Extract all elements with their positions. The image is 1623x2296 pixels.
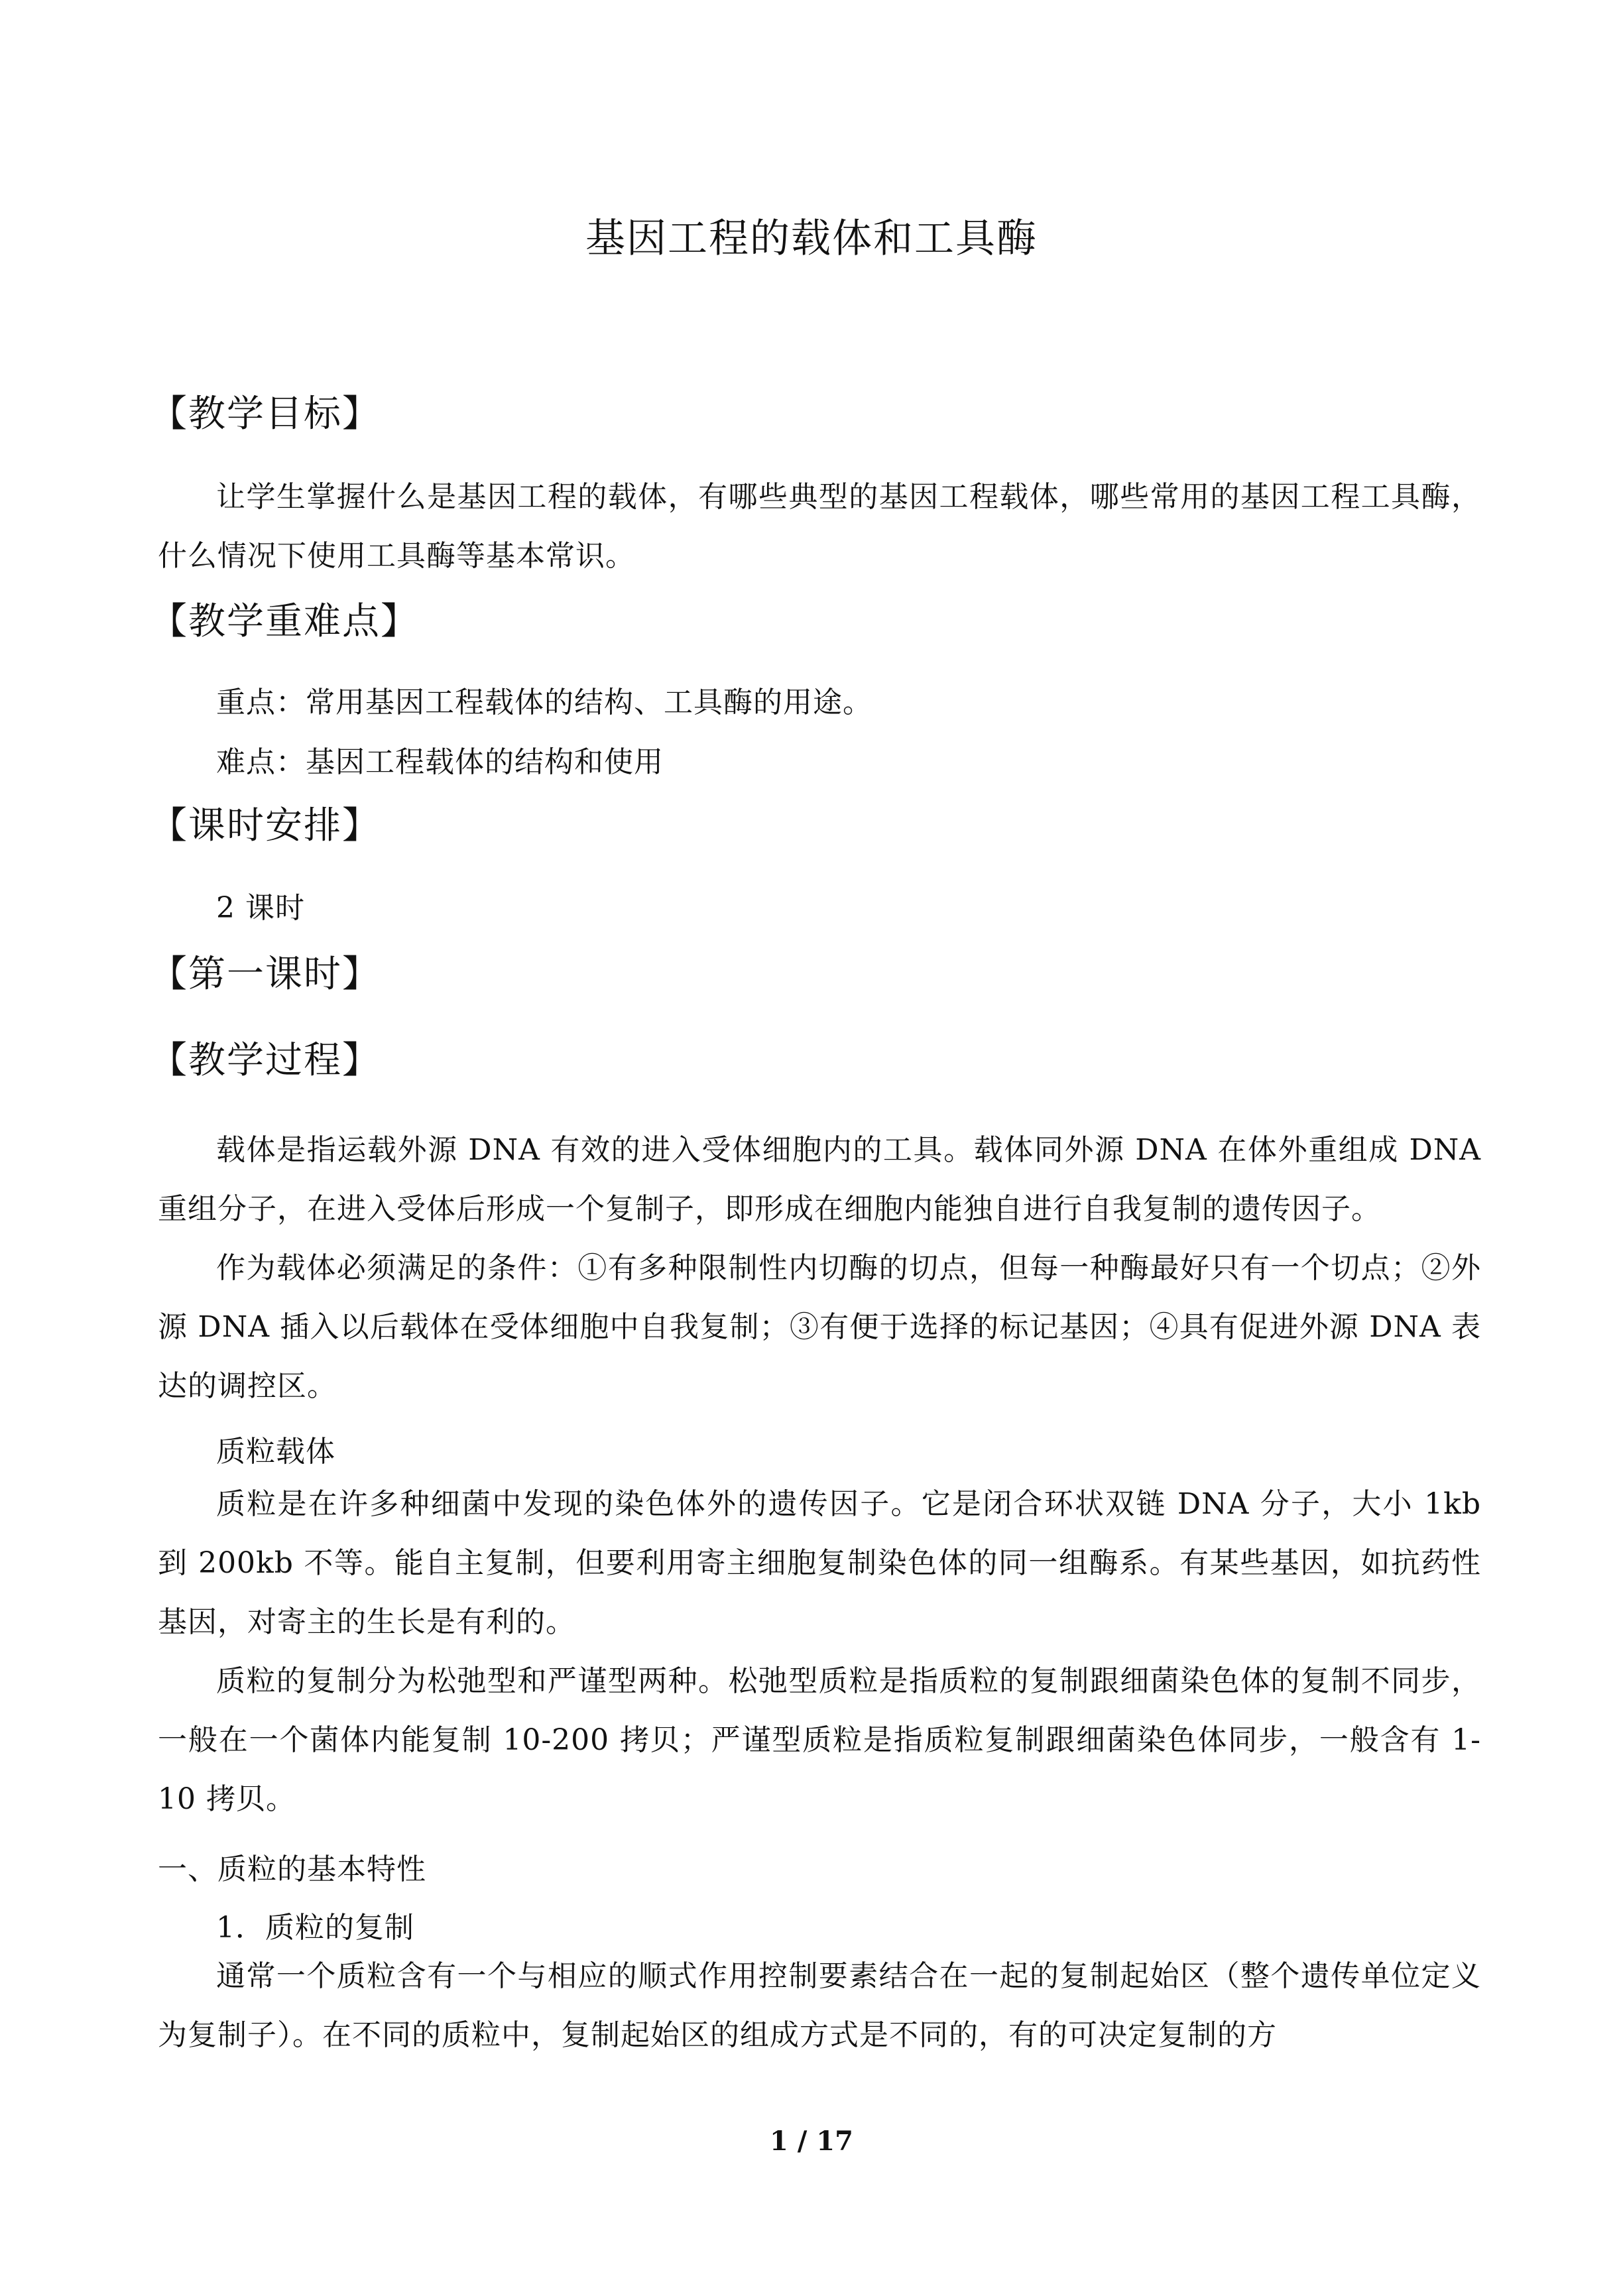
heading-first-lesson: 【第一课时】 [150, 953, 381, 996]
paragraph-plasmid-replication-types: 质粒的复制分为松弛型和严谨型两种。松弛型质粒是指质粒的复制跟细菌染色体的复制不同步，一般在一个菌体内能复制 10-200 拷贝；严谨型质粒是指质粒复制跟细菌染色体同步，一般含有 1-10 拷贝。 [158, 1664, 1481, 1816]
schedule-text: 2 课时 [216, 891, 305, 925]
paragraph-vector-definition: 载体是指运载外源 DNA 有效的进入受体细胞内的工具。载体同外源 DNA 在体外重组成 DNA 重组分子，在进入受体后形成一个复制子，即形成在细胞内能独自进行自我复制的遗传因子。 [158, 1133, 1481, 1226]
heading-objectives: 【教学目标】 [150, 393, 381, 436]
paragraph-replication-origin: 通常一个质粒含有一个与相应的顺式作用控制要素结合在一起的复制起始区（整个遗传单位定义为复制子）。在不同的质粒中，复制起始区的组成方式是不同的，有的可决定复制的方 [158, 1959, 1481, 2052]
document-title: 基因工程的载体和工具酶 [585, 215, 1038, 262]
paragraph-objectives: 让学生掌握什么是基因工程的载体，有哪些典型的基因工程载体，哪些常用的基因工程工具酶，什么情况下使用工具酶等基本常识。 [158, 480, 1481, 573]
paragraph-vector-conditions: 作为载体必须满足的条件：①有多种限制性内切酶的切点，但每一种酶最好只有一个切点；②外源 DNA 插入以后载体在受体细胞中自我复制；③有便于选择的标记基因；④具有促进外源 DNA 表达的调控区。 [158, 1251, 1481, 1403]
plasmid-vector-label: 质粒载体 [216, 1435, 335, 1469]
difficult-point-line: 难点：基因工程载体的结构和使用 [216, 745, 664, 779]
heading-schedule: 【课时安排】 [150, 804, 381, 847]
heading-key-points: 【教学重难点】 [150, 600, 419, 643]
subheading-plasmid-properties: 一、质粒的基本特性 [158, 1852, 426, 1886]
heading-process: 【教学过程】 [150, 1039, 381, 1082]
subheading-plasmid-replication: 1．质粒的复制 [216, 1911, 414, 1945]
key-point-line: 重点：常用基因工程载体的结构、工具酶的用途。 [216, 686, 872, 719]
paragraph-plasmid-description: 质粒是在许多种细菌中发现的染色体外的遗传因子。它是闭合环状双链 DNA 分子，大小 1kb 到 200kb 不等。能自主复制，但要利用寄主细胞复制染色体的同一组酶系。有某些基因，如抗药性基因，对寄主的生长是有利的。 [158, 1487, 1481, 1639]
page-number: 1 / 17 [770, 2126, 853, 2157]
